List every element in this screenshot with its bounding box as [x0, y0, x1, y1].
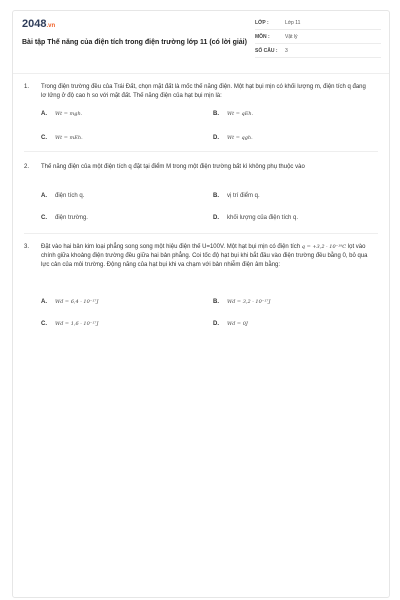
question-text: Trong điện trường đều của Trái Đất, chọn mặt đất là mốc thế năng điện. Một hạt bụi mịn có khối lượng m, điện tích q đang lơ lửng ở độ cao h so với mặt đất. Thế năng điện của hạt bụi mịn là: — [41, 84, 366, 99]
document-header — [13, 11, 389, 74]
option-d[interactable] — [213, 135, 253, 141]
charge-formula: q = +3,2 · 10⁻¹⁹C — [301, 244, 347, 250]
option-label: C. — [41, 215, 47, 221]
option-c[interactable] — [41, 215, 88, 221]
option-text: Wt = mgh. — [55, 111, 83, 117]
option-b[interactable] — [213, 111, 253, 117]
site-logo[interactable] — [22, 18, 55, 30]
question-text — [41, 243, 369, 270]
meta-row-subject — [255, 30, 381, 44]
option-b[interactable] — [213, 299, 270, 305]
option-text: điện tích q. — [55, 193, 85, 199]
divider — [24, 233, 378, 234]
meta-row-class — [255, 16, 381, 30]
page-title: Bài tập Thế năng của điện tích trong điện trường lớp 11 (có lời giải) — [22, 39, 247, 46]
option-label: B. — [213, 111, 219, 117]
option-label: D. — [213, 321, 219, 327]
option-label: D. — [213, 215, 219, 221]
meta-key: SỐ CÂU : — [255, 47, 278, 54]
option-text: khối lượng của điện tích q. — [227, 215, 298, 221]
option-text: Wt = qEh. — [227, 111, 254, 117]
logo-suffix: .vn — [46, 23, 56, 29]
question-3 — [24, 243, 369, 270]
question-2 — [24, 163, 369, 172]
meta-value: Vật lý — [285, 33, 298, 40]
option-text: Wđ = 6,4 · 10⁻¹⁷J — [55, 299, 99, 305]
question-text: Thế năng điện của một điện tích q đặt tại điểm M trong một điện trường bất kì không phụ thuộc vào — [41, 164, 305, 170]
question-text-part: Đặt vào hai bản kim loại phẳng song song một hiệu điện thế U=100V. Một hạt bụi mịn có điện tích — [41, 244, 301, 250]
option-text: điện trường. — [55, 215, 88, 221]
option-a[interactable] — [41, 111, 82, 117]
option-c[interactable] — [41, 321, 98, 327]
option-b[interactable] — [213, 193, 260, 199]
option-text: Wt = mEh. — [55, 135, 83, 141]
logo-text: 2048 — [22, 18, 47, 30]
meta-row-count — [255, 44, 381, 58]
option-label: C. — [41, 135, 47, 141]
option-label: A. — [41, 193, 47, 199]
option-text: Wđ = 3,2 · 10⁻¹⁷J — [227, 299, 271, 305]
option-label: D. — [213, 135, 219, 141]
document-page — [12, 10, 390, 598]
meta-key: MÔN : — [255, 33, 270, 40]
option-label: C. — [41, 321, 47, 327]
question-text-part: lọt vào chính giữa khoảng điện trường đều giữa hai bản phẳng. Coi tốc độ hạt bụi khi bắt đầu vào điện trường đều bằng 0, bỏ qua lực cản của môi trường. Động năng của hạt bụi khi va chạm với bản nhiễm điện âm bằng: — [41, 244, 368, 268]
option-c[interactable] — [41, 135, 83, 141]
option-a[interactable] — [41, 193, 84, 199]
option-label: A. — [41, 111, 47, 117]
option-label: B. — [213, 299, 219, 305]
meta-value: 3 — [285, 47, 288, 54]
option-text: Wt = qgh. — [227, 135, 253, 141]
option-label: B. — [213, 193, 219, 199]
meta-value: Lớp 11 — [285, 19, 301, 26]
option-text: Wđ = 1,6 · 10⁻¹⁷J — [55, 321, 99, 327]
option-d[interactable] — [213, 321, 248, 327]
option-a[interactable] — [41, 299, 98, 305]
question-number: 1. — [24, 84, 30, 90]
question-number: 2. — [24, 164, 30, 170]
option-text: vị trí điểm q. — [227, 193, 260, 199]
meta-table — [255, 16, 381, 58]
question-number: 3. — [24, 244, 30, 250]
option-d[interactable] — [213, 215, 298, 221]
divider — [24, 151, 378, 152]
option-label: A. — [41, 299, 47, 305]
meta-key: LỚP : — [255, 19, 269, 26]
question-1 — [24, 83, 369, 101]
option-text: Wđ = 0J — [227, 321, 248, 327]
